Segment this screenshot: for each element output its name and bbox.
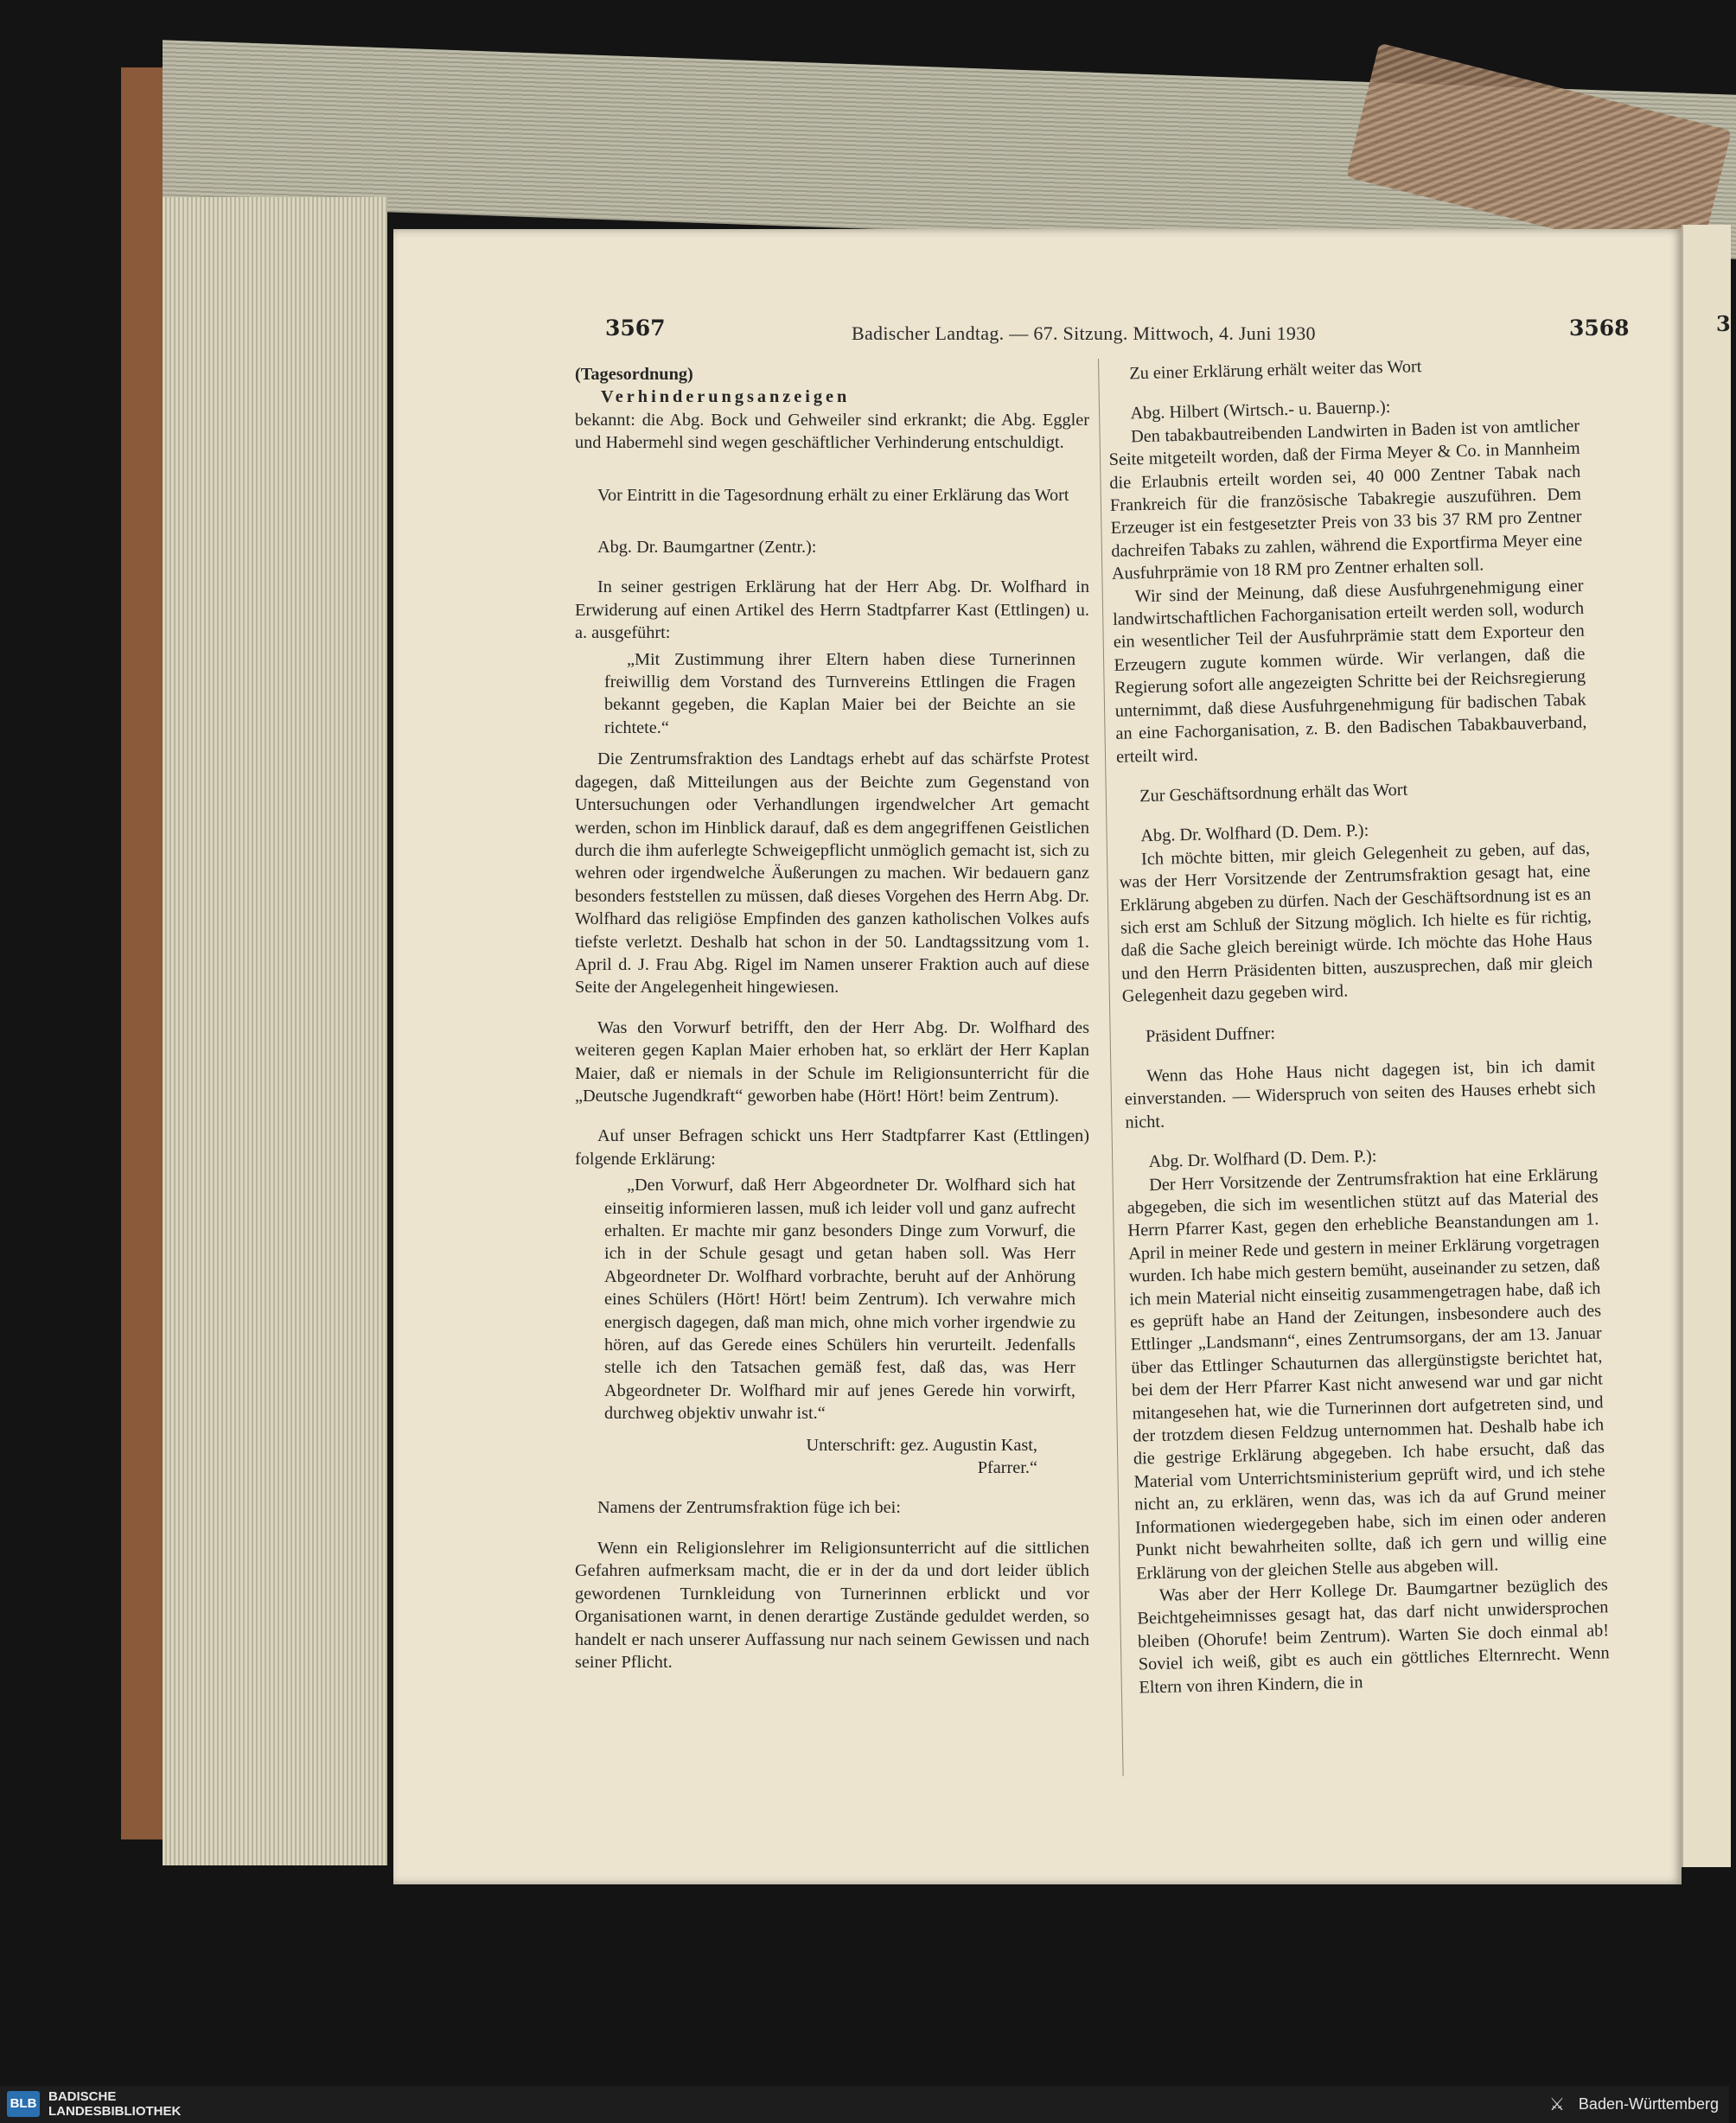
blb-line2: LANDESBIBLIOTHEK <box>48 2104 182 2119</box>
quotation: „Den Vorwurf, daß Herr Abgeordneter Dr. Wolfhard sich hat einseitig informieren lassen, muß ich leider voll und ganz aufrecht erhalten. Er machte mir ganz besonders Dinge zum Vorwurf, die ich in der Schule gesagt und getan haben soll. Was Herr Abgeordneter Dr. Wolfhard vorbrachte, beruht auf der Anhörung eines Schülers (Hört! Hört! beim Zentrum). Ich verwahre mich energisch dagegen, daß man mich, ohne mich vorher irgendwie zu hören, auf das Gerede eines Schülers hin verurteilt. Jedenfalls stelle ich den Tatsachen gemäß fest, daß das, was Herr Abgeordneter Dr. Wolfhard mir auf jenes Gerede hin vorwirft, durchweg objektiv unwahr ist.“ <box>604 1176 1075 1424</box>
signature-line: Pfarrer.“ <box>977 1458 1037 1478</box>
speaker-line: Abg. Hilbert (Wirtsch.- u. Bauernp.): <box>1130 398 1391 424</box>
right-column <box>1107 352 1611 1699</box>
paragraph: Was den Vorwurf betrifft, den der Herr Abg. Dr. Wolfhard des weiteren gegen Kaplan Maier erhoben hat, so erklärt der Herr Kaplan Maier, daß er niemals in der Schule im Religionsunterricht für die „Deutsche Jugendkraft“ geworben habe (Hört! Hört! beim Zentrum). <box>575 1017 1089 1106</box>
book-page-edges <box>163 197 387 1865</box>
paragraph: Den tabakbautreibenden Landwirten in Baden ist von amtlicher Seite mitgeteilt worden, daß der Firma Meyer & Co. in Mannheim die Erlaubnis erteilt worden sei, 40 000 Zentner Tabak nach Frankreich für die französische Tabakregie auszuführen. Dem Erzeuger ist ein festgesetzter Preis von 33 bis 37 RM pro Zentner dachreifen Tabaks zu zahlen, während die Exportfirma Meyer eine Ausfuhrprämie von 18 RM pro Zentner erhalten soll. <box>1108 416 1583 584</box>
page-number-right: 3568 <box>1569 316 1630 341</box>
bw-label[interactable]: Baden-Württemberg <box>1578 2095 1719 2113</box>
speaker-line: Abg. Dr. Baumgartner (Zentr.): <box>597 538 817 558</box>
next-page-edge <box>1682 225 1731 1867</box>
section-heading: Verhinderungsanzeigen <box>601 387 851 407</box>
paragraph: Vor Eintritt in die Tagesordnung erhält zu einer Erklärung das Wort <box>597 485 1069 505</box>
paragraph: Was aber der Herr Kollege Dr. Baumgartner bezüglich des Beichtgeheimnisses gesagt hat, das darf nicht unwidersprochen bleiben (Ohorufe! beim Zentrum). Warten Sie doch einmal ab! Soviel ich weiß, gibt es auch ein göttliches Elternrecht. Wenn Eltern von ihren Kindern, die in <box>1137 1575 1610 1698</box>
speaker-line: Abg. Dr. Wolfhard (D. Dem. P.): <box>1140 821 1369 846</box>
document-page <box>393 229 1682 1884</box>
blb-label[interactable] <box>48 2089 181 2119</box>
paragraph: Zur Geschäftsordnung erhält das Wort <box>1139 780 1408 806</box>
coat-of-arms-icon: ⚔ <box>1549 2094 1565 2114</box>
signature-line: Unterschrift: gez. Augustin Kast, <box>806 1435 1037 1455</box>
paragraph: Wenn das Hohe Haus nicht dagegen ist, bin ich damit einverstanden. — Widerspruch von seiten des Hauses erhebt sich nicht. <box>1124 1055 1596 1132</box>
quotation: „Mit Zustimmung ihrer Eltern haben diese Turnerinnen freiwillig dem Vorstand des Turnvereins Ettlingen die Fragen bekannt gegeben, die Kaplan Maier bei der Beichte an sie richtete.“ <box>604 649 1075 737</box>
paragraph: Zu einer Erklärung erhält weiter das Wort <box>1129 357 1422 384</box>
paragraph: Wenn ein Religionslehrer im Religionsunterricht auf die sittlichen Gefahren aufmerksam macht, die er in der da und dort leider üblich gewordenen Turnkleidung von Turnerinnen erblickt und vor Organisationen warnt, in denen derartige Zustände geduldet werden, so handelt er nach unserer Auffassung nur nach seinem Gewissen und nach seiner Pflicht. <box>575 1538 1089 1672</box>
paragraph: Wir sind der Meinung, daß diese Ausfuhrgenehmigung einer landwirtschaftlichen Fachorganisation erteilt werden soll, wodurch ein wesentlicher Teil der Ausfuhrprämie statt dem Exporteur den Erzeugern zugute kommen würde. Wir verlangen, daß die Regierung sofort alle angezeigten Schritte bei der Reichsregierung unternimmt, daß diese Ausfuhrgenehmigung für badischen Tabak an eine Fachorganisation, z. B. den Badischen Tabakbauverband, erteilt wird. <box>1112 576 1587 767</box>
viewer-footer <box>0 2086 1729 2123</box>
speaker-line: Abg. Dr. Wolfhard (D. Dem. P.): <box>1148 1146 1377 1172</box>
page-number-left: 3567 <box>605 316 666 341</box>
page-header <box>393 316 1682 350</box>
paragraph: Die Zentrumsfraktion des Landtags erhebt auf das schärfste Protest dagegen, daß Mitteilungen aus der Beichte zum Gegenstand von Untersuchungen oder Verhandlungen irgendwelcher Art gemacht werden, schon im Hinblick darauf, daß es dem angegriffenen Geistlichen durch die ihm auferlegte Schweigepflicht unmöglich gemacht ist, sich zu wehren oder irgendwelche Äußerungen zu machen. Wir bedauern ganz besonders feststellen zu müssen, daß dieses Vorgehen des Herrn Abg. Dr. Wolfhard das religiöse Empfinden des ganzen katholischen Volkes aufs tiefste verletzt. Deshalb hat schon in der 50. Landtagssitzung vom 1. April d. J. Frau Abg. Rigel im Namen unserer Fraktion auch auf diese Seite der Angelegenheit hingewiesen. <box>575 749 1089 998</box>
paragraph: Ich möchte bitten, mir gleich Gelegenheit zu geben, auf das, was der Herr Vorsitzende der Zentrumsfraktion gesagt hat, eine Erklärung abgeben zu dürfen. Nach der Geschäftsordnung ist es an sich erst am Schluß der Sitzung möglich. Ich hielte es für richtig, daß die Sache gleich bereinigt würde. Ich möchte das Hohe Haus und den Herrn Präsidenten bitten, auszusprechen, daß mir gleich Gelegenheit dazu gegeben wird. <box>1119 838 1593 1006</box>
paragraph: Namens der Zentrumsfraktion füge ich bei: <box>597 1498 901 1518</box>
left-column <box>575 363 1089 1674</box>
running-title: Badischer Landtag. — 67. Sitzung. Mittwoch, 4. Juni 1930 <box>852 322 1316 344</box>
paragraph: bekannt: die Abg. Bock und Gehweiler sind erkrankt; die Abg. Eggler und Habermehl sind wegen geschäftlicher Verhinderung entschuldigt. <box>575 410 1089 453</box>
next-page-number: 3 <box>1716 311 1731 336</box>
paragraph: Auf unser Befragen schickt uns Herr Stadtpfarrer Kast (Ettlingen) folgende Erklärung: <box>575 1126 1089 1169</box>
blb-logo-icon[interactable]: BLB <box>7 2091 40 2117</box>
paragraph: In seiner gestrigen Erklärung hat der Herr Abg. Dr. Wolfhard in Erwiderung auf einen Artikel des Herrn Stadtpfarrer Kast (Ettlingen) u. a. ausgeführt: <box>575 577 1089 643</box>
speaker-line: Präsident Duffner: <box>1145 1023 1276 1046</box>
section-label: (Tagesordnung) <box>575 365 693 384</box>
blb-line1: BADISCHE <box>48 2089 117 2104</box>
paragraph: Der Herr Vorsitzende der Zentrumsfraktion hat eine Erklärung abgegeben, die sich im wesentlichen stützt auf das Material des Herrn Pfarrer Kast, gegen den erhebliche Beanstandungen am 1. April in meiner Rede und gestern in meiner Erklärung vorgetragen wurden. Ich habe mich gestern bemüht, auseinander zu setzen, daß ich mein Material nicht einseitig zusammengetragen habe, daß ich es geprüft habe an Hand der Zeitungen, insbesondere auch des Ettlinger „Landsmann“, eines Zentrumsorgans, der am 13. Januar über das Ettlinger Schauturnen das allergünstigste berichtet hat, bei dem der Herr Pfarrer Kast nicht anwesend war und gar nicht mitangesehen hat, wie die Turnerinnen dort aufgetreten sind, und der trotzdem diesen Feldzug unternommen hat. Deshalb habe ich die gestrige Erklärung abgegeben. Ich habe ersucht, daß das Material vom Unterrichtsministerium geprüft wird, und ich stehe nicht an, zu erklären, wenn das, was ich da auf Grund meiner Informationen wiedergegeben habe, sich im einen oder anderen Punkt nicht bewahrheiten sollte, daß ich gern und willig eine Erklärung von der gleichen Stelle aus abgeben will. <box>1126 1164 1607 1584</box>
